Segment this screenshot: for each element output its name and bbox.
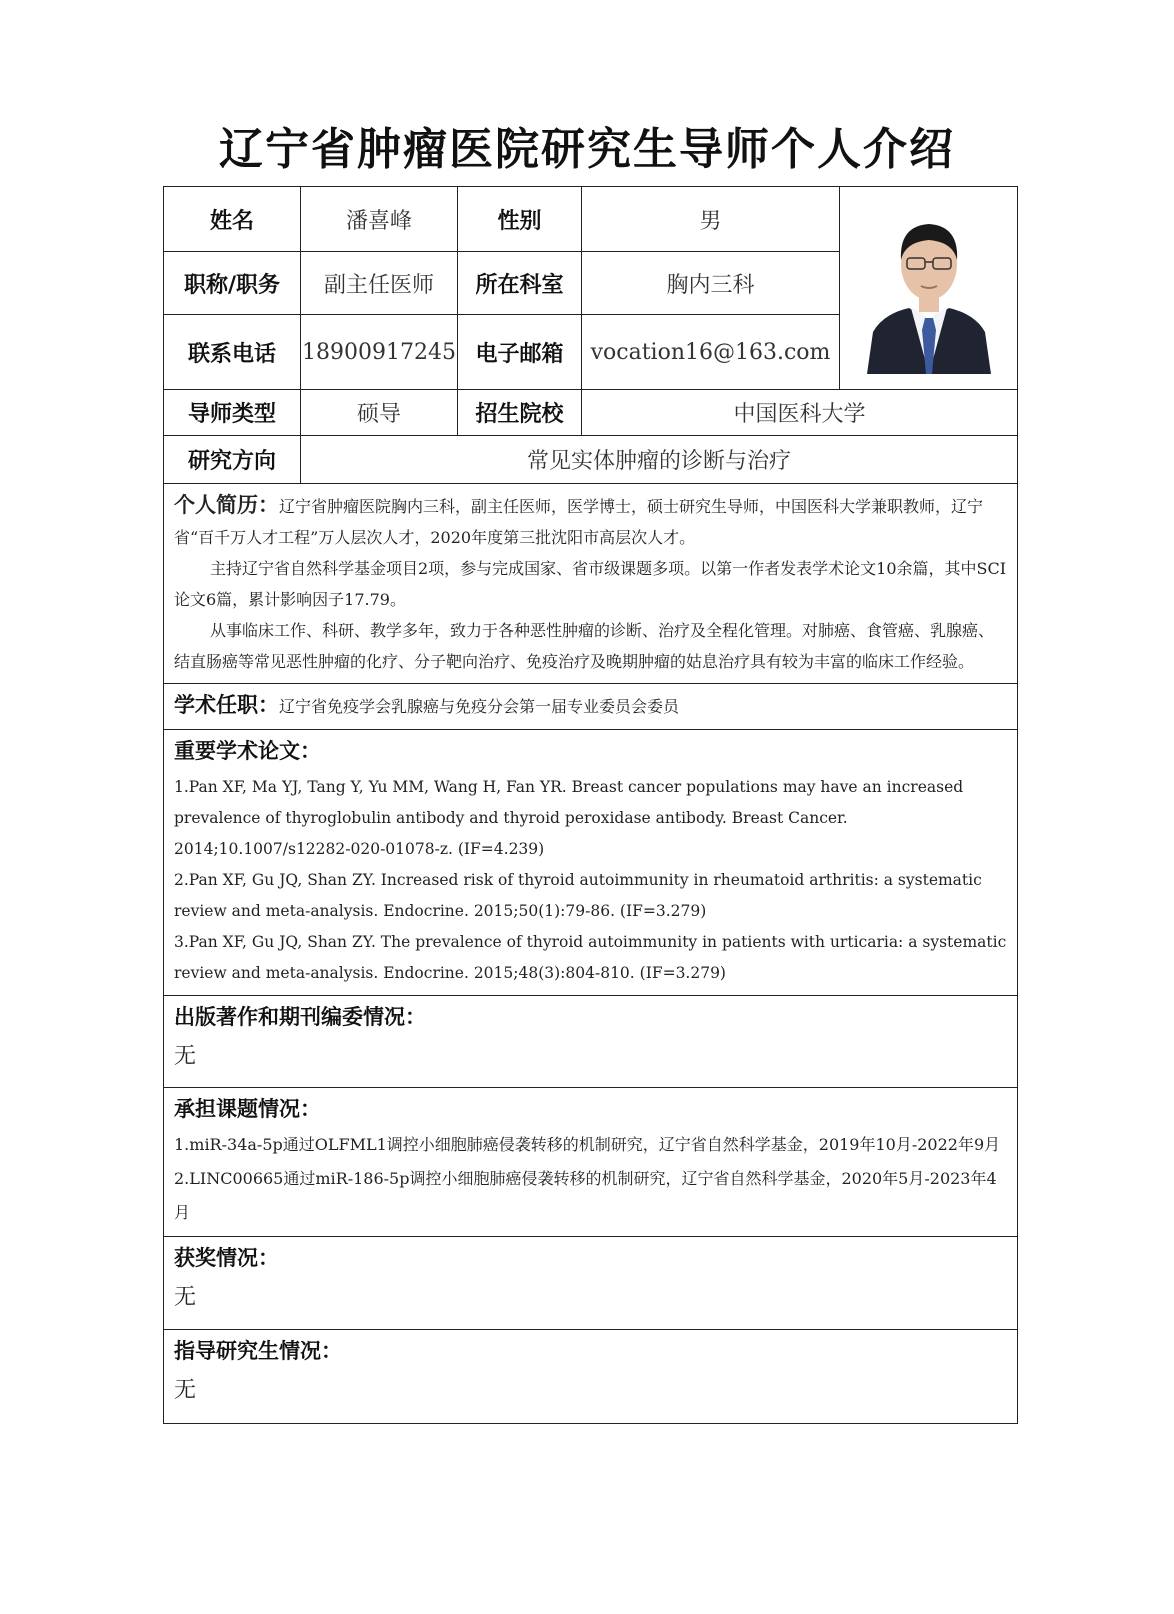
papers-section xyxy=(164,730,1018,996)
bio-paragraph-3: 从事临床工作、科研、教学多年，致力于各种恶性肿瘤的诊断、治疗及全程化管理。对肺癌、食管癌、乳腺癌、结直肠癌等常见恶性肿瘤的化疗、分子靶向治疗、免疫治疗及晚期肿瘤的姑息治疗具有较为丰富的临床工作经验。 xyxy=(174,621,995,671)
title-label: 职称/职务 xyxy=(164,252,301,315)
portrait-photo xyxy=(863,202,995,374)
title-value: 副主任医师 xyxy=(301,252,458,315)
awards-text: 无 xyxy=(174,1285,197,1310)
email-label: 电子邮箱 xyxy=(458,315,582,390)
gender-label: 性别 xyxy=(458,187,582,252)
paper-item: 3.Pan XF, Gu JQ, Shan ZY. The prevalence of thyroid autoimmunity in patients with urticaria: a systematic review and meta-analysis. Endocrine. 2015;48(3):804-810. (IF=3.279) xyxy=(174,933,1007,982)
name-value: 潘喜峰 xyxy=(301,187,458,252)
academic-section xyxy=(164,684,1018,730)
phone-label: 联系电话 xyxy=(164,315,301,390)
awards-heading: 获奖情况： xyxy=(174,1246,279,1270)
projects-section xyxy=(164,1088,1018,1237)
students-heading: 指导研究生情况： xyxy=(174,1339,342,1363)
academic-text: 辽宁省免疫学会乳腺癌与免疫分会第一届专业委员会委员 xyxy=(279,697,680,716)
research-label: 研究方向 xyxy=(164,436,301,484)
papers-heading: 重要学术论文： xyxy=(174,739,321,763)
department-label: 所在科室 xyxy=(458,252,582,315)
paper-item: 1.Pan XF, Ma YJ, Tang Y, Yu MM, Wang H, Fan YR. Breast cancer populations may have an increased prevalence of thyroglobulin antibody and thyroid peroxidase antibody. Breast Cancer. 2014;10.1007/s12282-020-01078-z. (IF=4.239) xyxy=(174,778,964,858)
name-label: 姓名 xyxy=(164,187,301,252)
department-value: 胸内三科 xyxy=(582,252,840,315)
page-title: 辽宁省肿瘤医院研究生导师个人介绍 xyxy=(219,124,955,175)
profile-table xyxy=(163,186,1018,1424)
publications-text: 无 xyxy=(174,1044,197,1069)
photo-cell xyxy=(840,187,1018,390)
bio-section xyxy=(164,484,1018,684)
bio-heading: 个人简历： xyxy=(174,493,279,517)
bio-paragraph-1: 个人简历：辽宁省肿瘤医院胸内三科，副主任医师，医学博士，硕士研究生导师，中国医科大学兼职教师，辽宁省“百千万人才工程”万人层次人才，2020年度第三批沈阳市高层次人才。 xyxy=(174,493,984,547)
email-value: vocation16@163.com xyxy=(582,315,840,390)
supervisor-type-label: 导师类型 xyxy=(164,390,301,436)
university-label: 招生院校 xyxy=(458,390,582,436)
supervisor-type-value: 硕导 xyxy=(301,390,458,436)
university-value: 中国医科大学 xyxy=(582,390,1018,436)
projects-heading: 承担课题情况： xyxy=(174,1097,321,1121)
phone-value: 18900917245 xyxy=(301,315,458,390)
gender-value: 男 xyxy=(582,187,840,252)
paper-item: 2.Pan XF, Gu JQ, Shan ZY. Increased risk of thyroid autoimmunity in rheumatoid arthritis: a systematic review and meta-analysis. Endocrine. 2015;50(1):79-86. (IF=3.279) xyxy=(174,871,982,920)
awards-section xyxy=(164,1237,1018,1330)
academic-heading: 学术任职： xyxy=(174,693,279,717)
project-item: 2.LINC00665通过miR-186-5p调控小细胞肺癌侵袭转移的机制研究，辽宁省自然科学基金，2020年5月-2023年4月 xyxy=(174,1169,997,1222)
project-item: 1.miR-34a-5p通过OLFML1调控小细胞肺癌侵袭转移的机制研究，辽宁省自然科学基金，2019年10月-2022年9月 xyxy=(174,1135,1001,1154)
publications-heading: 出版著作和期刊编委情况： xyxy=(174,1005,426,1029)
students-text: 无 xyxy=(174,1378,197,1403)
publications-section xyxy=(164,996,1018,1088)
bio-paragraph-2: 主持辽宁省自然科学基金项目2项，参与完成国家、省市级课题多项。以第一作者发表学术论文10余篇，其中SCI论文6篇，累计影响因子17.79。 xyxy=(174,559,1007,609)
research-value: 常见实体肿瘤的诊断与治疗 xyxy=(301,436,1018,484)
students-section xyxy=(164,1330,1018,1424)
